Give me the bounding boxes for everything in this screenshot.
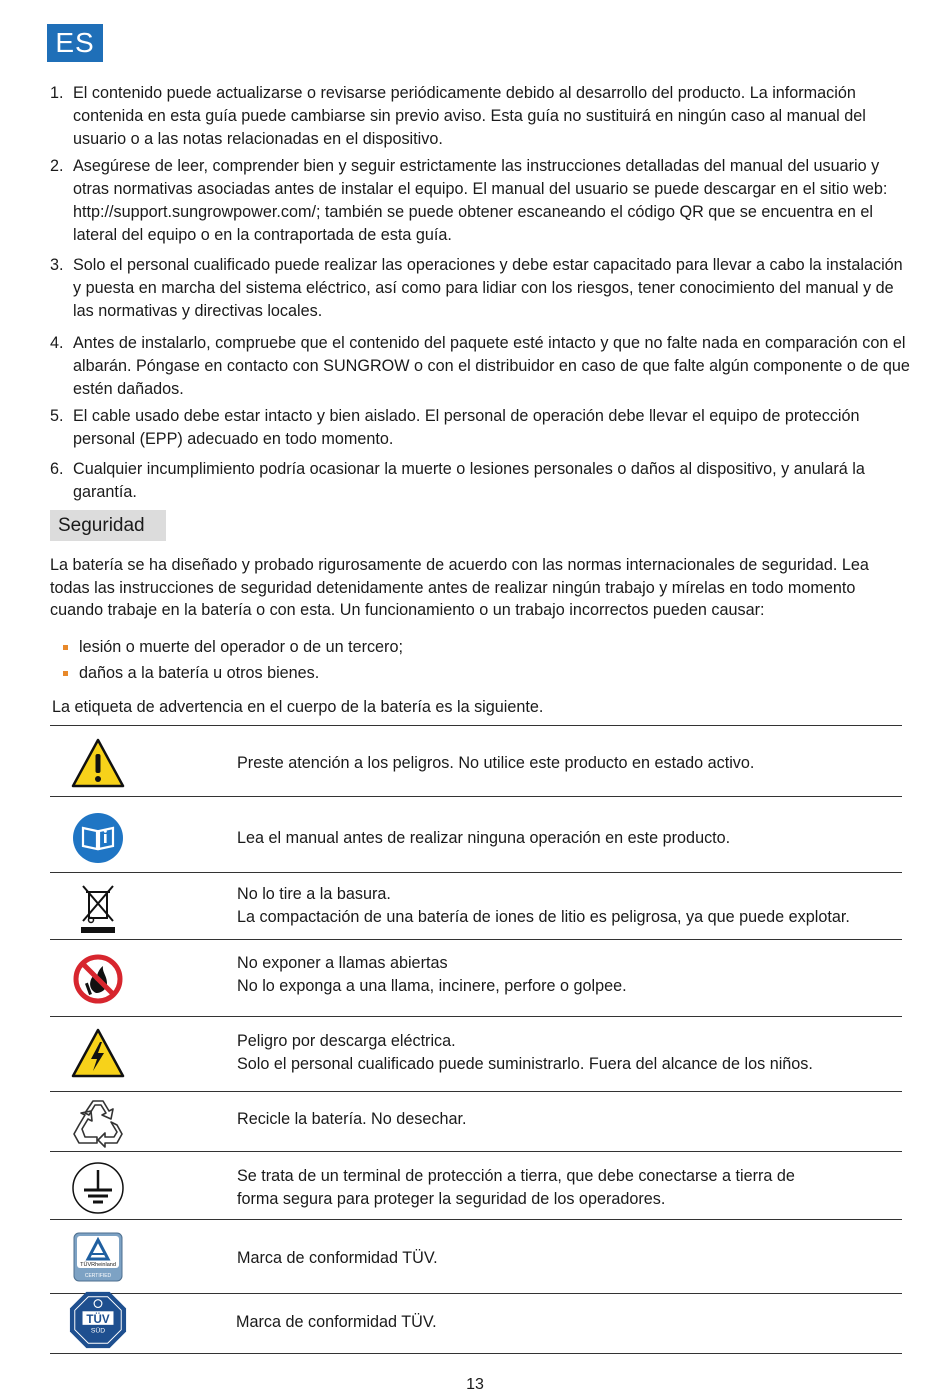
svg-text:SÜD: SÜD [90,1327,106,1335]
svg-text:TÜV: TÜV [86,1312,110,1326]
ground-terminal-icon [68,1161,128,1215]
note-item [50,332,910,401]
hazard-text: lesión o muerte del operador o de un tercero; [79,638,403,656]
note-item [50,458,910,504]
label-row [50,725,902,797]
note-item [50,155,910,247]
note-text: Solo el personal cualificado puede realizar las operaciones y debe estar capacitado para llevar a cabo la instalación y puesta en marcha del sistema eléctrico, así como para lidiar con los riesgos, tener conocimiento del manual y de las normativas y directivas locales. [73,256,903,320]
language-badge: ES [47,24,103,62]
label-line: Se trata de un terminal de protección a tierra, que debe conectarse a tierra de [237,1167,795,1185]
label-row [50,872,902,940]
note-text: El cable usado debe estar intacto y bien aislado. El personal de operación debe llevar el equipo de protección personal (EPP) adecuado en todo momento. [73,407,860,448]
section-heading: Seguridad [50,510,166,541]
label-row [50,1293,902,1354]
label-description [237,827,730,850]
tuv-rheinland-icon [68,1230,128,1284]
note-number: 5. [50,407,64,425]
svg-text:TÜVRheinland: TÜVRheinland [80,1262,116,1268]
bullet-marker [63,671,68,676]
no-open-flame-icon [68,952,128,1006]
label-description [236,1311,437,1334]
table-bottom-rule [50,1353,902,1354]
label-description [237,1108,466,1131]
label-line: No lo exponga a una llama, incinere, perfore o golpee. [237,977,627,995]
label-line: Solo el personal cualificado puede suministrarlo. Fuera del alcance de los niños. [237,1055,813,1073]
note-number: 6. [50,460,64,478]
bullet-marker [63,645,68,650]
crossed-bin-icon [68,882,128,936]
hazard-item [62,660,902,686]
hazard-item [62,634,902,660]
tuv-sud-icon [68,1288,128,1352]
label-description [237,1165,795,1211]
page-number: 13 [466,1376,484,1393]
label-line: Marca de conformidad TÜV. [237,1249,438,1267]
note-text: Antes de instalarlo, compruebe que el contenido del paquete esté intacto y que no falte nada en comparación con el albarán. Póngase en contacto con SUNGROW o con el distribuidor en caso de que falte algún componente o de que estén dañados. [73,334,910,398]
note-item [50,405,910,451]
note-text: Asegúrese de leer, comprender bien y seguir estrictamente las instrucciones detalladas del manual del usuario y otras normativas asociadas antes de instalar el equipo. El manual del usuario se puede descargar en el sitio web: http://support.sungrowpower.com/; también se puede obtener escaneando el código QR que se encuentra en el lateral del equipo o en la contraportada de esta guía. [73,157,888,244]
electric-shock-icon [68,1026,128,1080]
label-row [50,1091,902,1152]
label-row [50,1219,902,1294]
label-row [50,939,902,1017]
note-item [50,82,910,151]
label-line: No exponer a llamas abiertas [237,954,448,972]
label-description [237,952,627,998]
label-description [237,883,850,929]
note-text: El contenido puede actualizarse o revisarse periódicamente debido al desarrollo del producto. La información contenida en esta guía puede cambiarse sin previo aviso. Esta guía no sustituirá en ningún caso al manual del usuario o a las notas relacionadas en el dispositivo. [73,84,866,148]
label-row [50,796,902,873]
label-description [237,1030,813,1076]
label-line: No lo tire a la basura. [237,885,391,903]
read-manual-icon [68,811,128,865]
section-intro: La batería se ha diseñado y probado rigurosamente de acuerdo con las normas internacionales de seguridad. Lea todas las instrucciones de seguridad detenidamente antes de realizar ningún trabajo y mírelas en todo momento cuando trabaje en la batería o con esta. Un funcionamiento o un trabajo incorrectos pueden causar: [50,556,869,619]
hazard-list [62,634,902,686]
label-line: Peligro por descarga eléctrica. [237,1032,456,1050]
note-number: 3. [50,256,64,274]
note-item [50,254,910,323]
svg-text:CERTIFIED: CERTIFIED [84,1273,112,1279]
label-description [237,1247,438,1270]
label-row [50,1016,902,1092]
note-number: 1. [50,84,64,102]
hazard-text: daños a la batería u otros bienes. [79,664,320,682]
label-line: Lea el manual antes de realizar ninguna operación en este producto. [237,829,731,847]
notes-list [50,82,910,504]
label-line: La compactación de una batería de iones de litio es peligrosa, ya que puede explotar. [237,908,850,926]
label-line: Marca de conformidad TÜV. [236,1313,437,1331]
note-text: Cualquier incumplimiento podría ocasionar la muerte o lesiones personales o daños al dispositivo, y anulará la garantía. [73,460,865,501]
label-line: Recicle la batería. No desechar. [237,1110,467,1128]
label-intro: La etiqueta de advertencia en el cuerpo de la batería es la siguiente. [52,698,544,716]
label-row [50,1151,902,1220]
label-description [237,752,754,775]
note-number: 2. [50,157,64,175]
warning-triangle-icon [68,736,128,790]
label-line: Preste atención a los peligros. No utilice este producto en estado activo. [237,754,755,772]
recycle-icon [68,1095,128,1151]
label-line: forma segura para proteger la seguridad de los operadores. [237,1190,666,1208]
note-number: 4. [50,334,64,352]
